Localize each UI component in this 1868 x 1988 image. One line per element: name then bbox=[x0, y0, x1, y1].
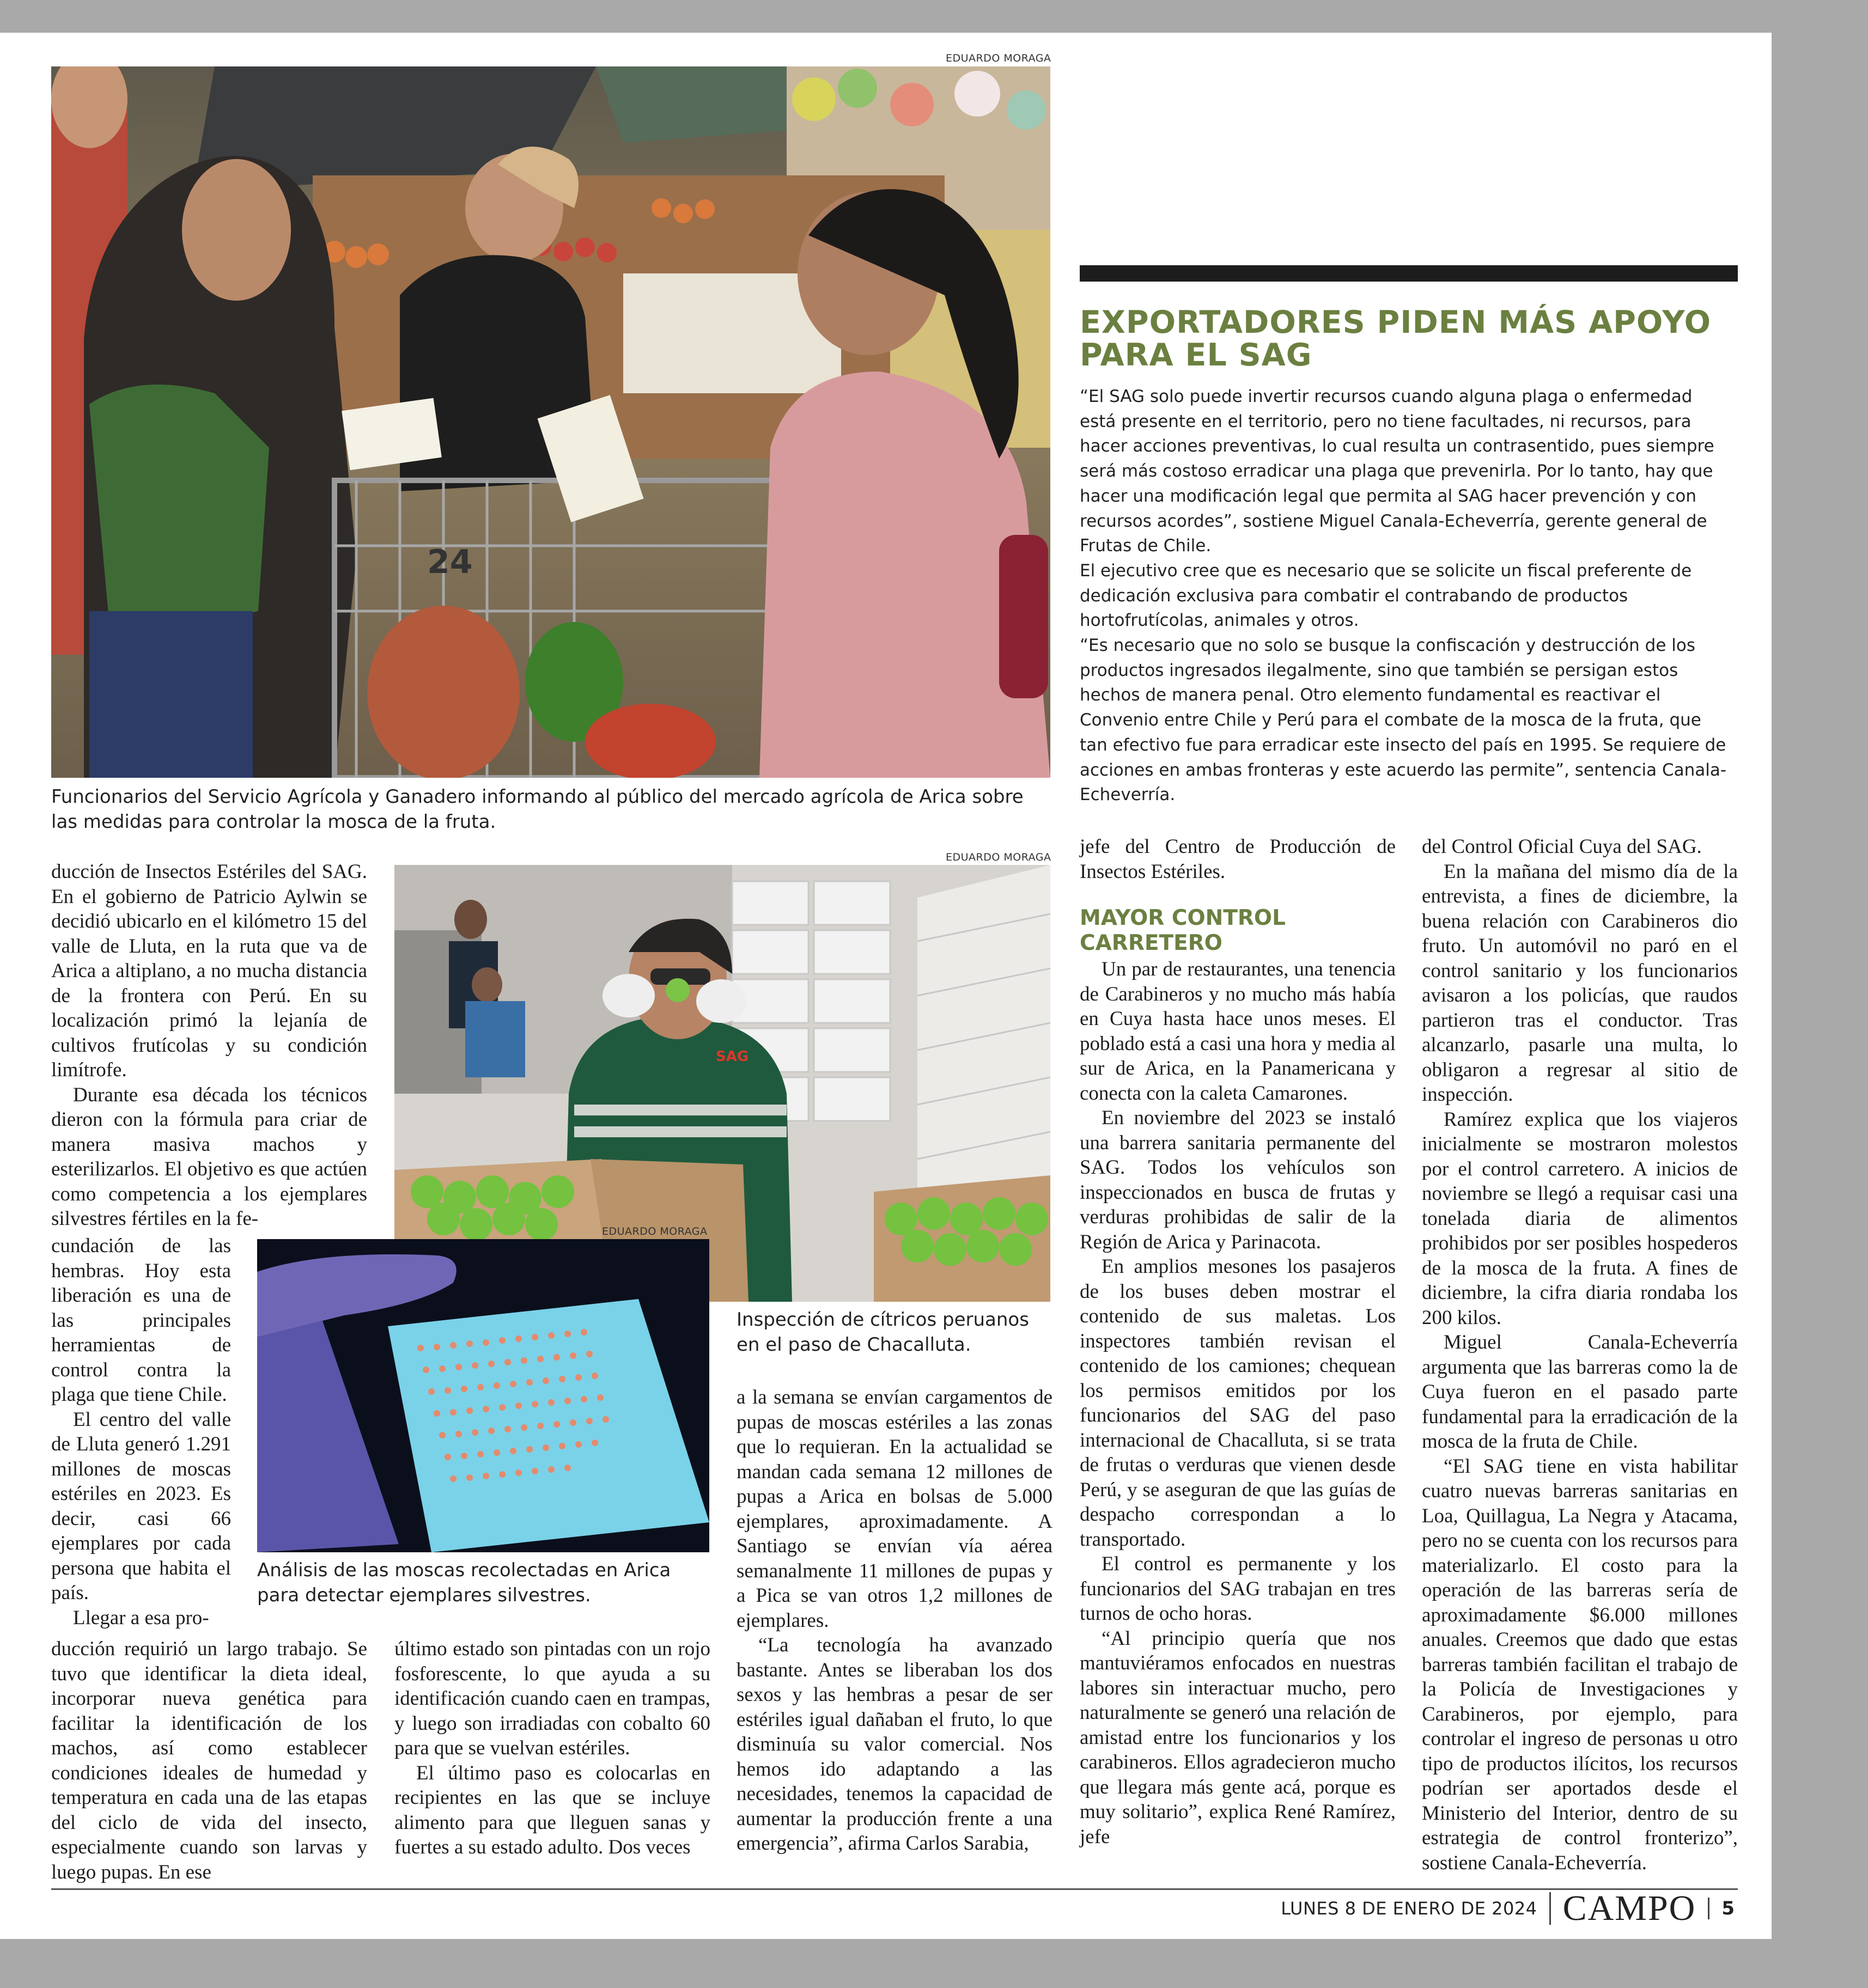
footer-section-name: CAMPO bbox=[1562, 1888, 1696, 1928]
footer-divider bbox=[1708, 1898, 1709, 1919]
article-paragraph: del Control Oficial Cuya del SAG. bbox=[1422, 836, 1702, 858]
article-column-1-top bbox=[51, 859, 367, 1231]
article-paragraph: Durante esa década los técnicos dieron con la fórmula para criar de manera masiva machos y esterilizarlos. El objetivo es que actúen como competencia a los ejemplares silvestres fértiles en la fe- bbox=[51, 1083, 367, 1230]
article-column-1-narrow bbox=[51, 1234, 231, 1630]
sidebar-paragraph: El ejecutivo cree que es necesario que se solicite un fiscal preferente de dedicación exclusiva para combatir el contrabando de productos hortofrutícolas, animales y otros. bbox=[1080, 560, 1692, 631]
article-paragraph: ducción requirió un largo trabajo. Se tuvo que identificar la dieta ideal, incorporar nueva genética para facilitar la identificación de los machos, así como establecer condiciones ideales de humedad y temperatura en cada una de las etapas del ciclo de vida del insecto, especialmente cuando son larvas y luego pupas. En ese bbox=[51, 1638, 367, 1883]
article-paragraph: último estado son pintadas con un rojo fosforescente, lo que ayuda a su identificación cuando caen en trampas, y luego son irradiadas con cobalto 60 para que se vuelvan estériles. bbox=[394, 1638, 710, 1759]
article-column-1-bottom bbox=[51, 1637, 367, 1885]
article-paragraph: cundación de las hembras. Hoy esta liberación es una de las principales herramientas de control contra la plaga que tiene Chile. bbox=[51, 1235, 231, 1406]
citrus-photo-illustration bbox=[394, 865, 1050, 1302]
article-column-4 bbox=[1080, 834, 1396, 1849]
article-paragraph: Ramírez explica que los viajeros inicialmente se mostraron molestos por el control carretero. A inicios de noviembre se llegó a requisar casi una tonelada diaria de alimentos prohibidos por ser posibles hospederos de la mosca de la fruta. A fines de diciembre, la cifra diaria rondaba los 200 kilos. bbox=[1422, 1108, 1738, 1329]
article-paragraph: En noviembre del 2023 se instaló una barrera sanitaria permanente del SAG. Todos los vehículos son inspeccionados en busca de frutas y verduras prohibidas de salir de la Región de Arica y Parinacota. bbox=[1080, 1107, 1396, 1253]
citrus-photo-caption: Inspección de cítricos peruanos en el paso de Chacalluta. bbox=[737, 1309, 1029, 1356]
section-subhead: MAYOR CONTROL CARRETERO bbox=[1080, 906, 1286, 955]
article-paragraph: “Al principio quería que nos mantuviéramos enfocados en nuestras labores sin interactuar mucho, pero naturalmente se generó una relación de amistad entre los funcionarios y los carabineros. Ellos agradecieron mucho que llegara más gente acá, porque es muy solitario”, explica René Ramírez, jefe bbox=[1080, 1627, 1396, 1848]
article-paragraph: En amplios mesones los pasajeros de los buses deben mostrar el contenido de sus maletas. Los inspectores también revisan el contenido de los camiones; chequean los permisos emitidos por los funcionarios del SAG del paso internacional de Chacalluta, si se trata de frutas o verduras que vienen desde Perú, y se aseguran de que las guías de despacho correspondan a lo transportado. bbox=[1080, 1255, 1396, 1551]
footer-page-number: 5 bbox=[1721, 1898, 1735, 1919]
citrus-inspection-photo bbox=[394, 865, 1050, 1302]
sag-vest-logo: SAG bbox=[716, 1048, 749, 1065]
article-paragraph: El centro del valle de Lluta generó 1.291 millones de moscas estériles en 2023. Es decir, casi 66 ejemplares por cada persona que habita el país. bbox=[51, 1408, 231, 1604]
article-paragraph: Un par de restaurantes, una tenencia de Carabineros y no mucho más había en Cuya hasta hace unos meses. El poblado está a casi una hora y media al sur de Arica, en la Panamericana y conecta con la caleta Camarones. bbox=[1080, 958, 1396, 1105]
article-paragraph: “El SAG tiene en vista habilitar cuatro nuevas barreras sanitarias en Loa, Quillagua, La Negra y Atacama, pero no se cuenta con los recursos para materializarlo. El costo para la operación de las barreras sería de aproximadamente $6.000 millones anuales. Creemos que dado que estas barreras también facilitan el trabajo de la Policía de Investigaciones y Carabineros, por ejemplo, para controlar el ingreso de personas u otro tipo de productos ilícitos, los recursos podrían ser aportados desde el Ministerio del Interior, dentro de su estrategia de control fronterizo”, sostiene Canala-Echeverría. bbox=[1422, 1455, 1738, 1874]
article-paragraph: El control es permanente y los funcionarios del SAG trabajan en tres turnos de ocho horas. bbox=[1080, 1553, 1396, 1625]
footer-divider bbox=[1549, 1892, 1551, 1925]
sterile-flies-photo bbox=[257, 1239, 709, 1552]
sidebar-paragraph: “El SAG solo puede invertir recursos cuando alguna plaga o enfermedad está presente en el territorio, pero no tiene facultades, ni recursos, para hacer acciones preventivas, lo cual resulta un contrasentido, pues siempre será más costoso erradicar una plaga que prevenirla. Por lo tanto, hay que hacer una modificación legal que permita al SAG hacer prevención y con recursos acordes”, sostiene Miguel Canala-Echeverría, gerente general de Frutas de Chile. bbox=[1080, 387, 1714, 556]
flies-photo-illustration bbox=[257, 1239, 709, 1552]
cart-number-sign: 24 bbox=[427, 543, 473, 581]
article-column-5 bbox=[1422, 834, 1738, 1875]
article-column-3 bbox=[737, 1385, 1052, 1856]
photo-credit-flies: EDUARDO MORAGA bbox=[602, 1225, 708, 1237]
market-photo-illustration bbox=[51, 66, 1050, 778]
sidebar-body bbox=[1080, 385, 1728, 808]
article-paragraph: ducción de Insectos Estériles del SAG. En el gobierno de Patricio Aylwin se decidió ubicarlo en el kilómetro 15 del valle de Lluta, en la ruta que va de Arica a altiplano, a no mucha distancia de la frontera con Perú. En su localización primó la lejanía de cultivos frutícolas y su condición limítrofe. bbox=[51, 861, 367, 1081]
market-photo bbox=[51, 66, 1050, 778]
article-column-2 bbox=[394, 1637, 710, 1860]
article-paragraph: Llegar a esa pro- bbox=[73, 1606, 209, 1629]
footer-rule bbox=[51, 1888, 1738, 1890]
article-paragraph: jefe del Centro de Producción de Insectos Estériles. bbox=[1080, 836, 1396, 883]
flies-photo-caption: Análisis de las moscas recolectadas en Arica para detectar ejemplares silvestres. bbox=[257, 1559, 671, 1606]
market-photo-caption: Funcionarios del Servicio Agrícola y Ganadero informando al público del mercado agrícola de Arica sobre las medidas para controlar la mosca de la fruta. bbox=[51, 786, 1024, 833]
photo-credit-market: EDUARDO MORAGA bbox=[946, 52, 1051, 64]
article-paragraph: a la semana se envían cargamentos de pupas de moscas estériles a las zonas que lo requieran. En la actualidad se mandan cada semana 12 millones de pupas a Arica en bolsas de 5.000 ejemplares, aproximadamente. A Santiago se envían vía aérea semanalmente 11 millones de pupas y a Pica se van otros 1,2 millones de ejemplares. bbox=[737, 1386, 1052, 1632]
sidebar-rule bbox=[1080, 265, 1738, 282]
sidebar-title: EXPORTADORES PIDEN MÁS APOYO PARA EL SAG bbox=[1080, 304, 1712, 373]
photo-credit-citrus: EDUARDO MORAGA bbox=[946, 851, 1051, 863]
article-paragraph: En la mañana del mismo día de la entrevista, a fines de diciembre, la buena relación con Carabineros dio fruto. Un automóvil no paró en el control sanitario y los funcionarios avisaron a los policías, que raudos partieron tras el conductor. Tras alcanzarlo, pasarle una multa, lo obligaron a regresar al sitio de inspección. bbox=[1422, 860, 1738, 1106]
article-paragraph: “La tecnología ha avanzado bastante. Antes se liberaban los dos sexos y las hembras a pesar de ser estériles igual dañaban el fruto, lo que disminuía su valor comercial. Nos hemos ido adaptando a las necesidades, tenemos la capacidad de aumentar la producción frente a una emergencia”, afirma Carlos Sarabia, bbox=[737, 1634, 1052, 1855]
article-paragraph: El último paso es colocarlas en recipientes en las que se incluye alimento para que lleguen sanas y fuertes a su estado adulto. Dos veces bbox=[394, 1761, 710, 1858]
footer-date: LUNES 8 DE ENERO DE 2024 bbox=[1281, 1898, 1537, 1919]
article-paragraph: Miguel Canala-Echeverría argumenta que las barreras como la de Cuya fueron en el pasado parte fundamental para la erradicación de la mosca de la fruta de Chile. bbox=[1422, 1331, 1738, 1453]
sidebar-paragraph: “Es necesario que no solo se busque la confiscación y destrucción de los productos ingresados ilegalmente, sino que también se persigan estos hechos de manera penal. Otro elemento fundamental es reactivar el Convenio entre Chile y Perú para el combate de la mosca de la fruta, que tan efectivo fue para erradicar este insecto del país en 1995. Se requiere de acciones en ambas fronteras y este acuerdo las permite”, sentencia Canala-Echeverría. bbox=[1080, 636, 1727, 805]
page-footer bbox=[1281, 1888, 1735, 1928]
